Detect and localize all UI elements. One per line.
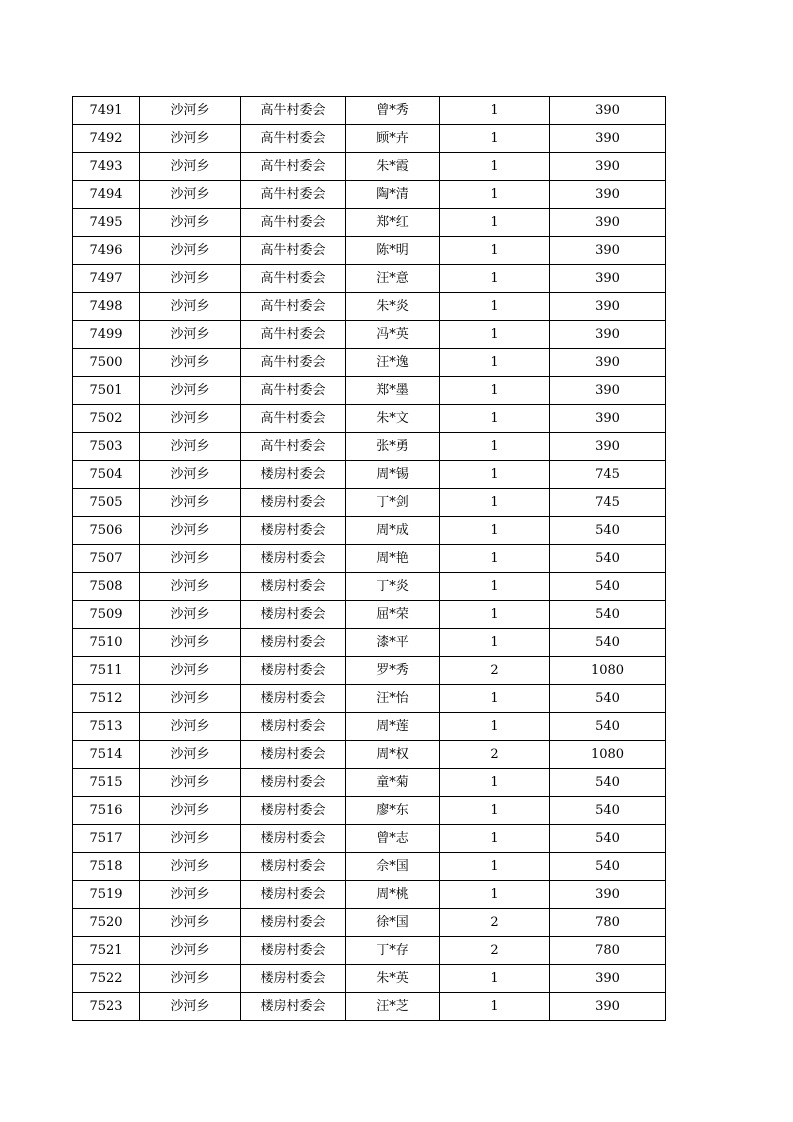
household-size-cell: 1 (440, 377, 550, 405)
household-size-cell: 1 (440, 181, 550, 209)
table-row (73, 125, 666, 153)
serial-number-cell: 7500 (73, 349, 140, 377)
township-cell: 沙河乡 (140, 713, 241, 741)
name-cell: 汪*意 (346, 265, 440, 293)
name-cell: 陶*清 (346, 181, 440, 209)
village-committee-cell: 楼房村委会 (241, 713, 346, 741)
name-cell: 张*勇 (346, 433, 440, 461)
serial-number-cell: 7501 (73, 377, 140, 405)
table-row (73, 321, 666, 349)
household-size-cell: 1 (440, 629, 550, 657)
serial-number-cell: 7522 (73, 965, 140, 993)
serial-number-cell: 7518 (73, 853, 140, 881)
household-size-cell: 1 (440, 209, 550, 237)
amount-cell: 390 (550, 321, 666, 349)
household-size-cell: 1 (440, 405, 550, 433)
name-cell: 朱*霞 (346, 153, 440, 181)
household-size-cell: 1 (440, 769, 550, 797)
table-row (73, 153, 666, 181)
amount-cell: 540 (550, 685, 666, 713)
amount-cell: 540 (550, 713, 666, 741)
name-cell: 周*成 (346, 517, 440, 545)
serial-number-cell: 7504 (73, 461, 140, 489)
table-row (73, 825, 666, 853)
village-committee-cell: 高牛村委会 (241, 377, 346, 405)
amount-cell: 1080 (550, 741, 666, 769)
name-cell: 周*权 (346, 741, 440, 769)
village-committee-cell: 楼房村委会 (241, 461, 346, 489)
table-row (73, 797, 666, 825)
serial-number-cell: 7499 (73, 321, 140, 349)
amount-cell: 390 (550, 237, 666, 265)
village-committee-cell: 高牛村委会 (241, 181, 346, 209)
amount-cell: 745 (550, 489, 666, 517)
village-committee-cell: 高牛村委会 (241, 265, 346, 293)
township-cell: 沙河乡 (140, 97, 241, 125)
amount-cell: 780 (550, 909, 666, 937)
village-committee-cell: 高牛村委会 (241, 125, 346, 153)
table-row (73, 517, 666, 545)
serial-number-cell: 7511 (73, 657, 140, 685)
township-cell: 沙河乡 (140, 125, 241, 153)
village-committee-cell: 楼房村委会 (241, 517, 346, 545)
village-committee-cell: 高牛村委会 (241, 293, 346, 321)
name-cell: 丁*存 (346, 937, 440, 965)
village-committee-cell: 楼房村委会 (241, 685, 346, 713)
household-size-cell: 2 (440, 657, 550, 685)
township-cell: 沙河乡 (140, 433, 241, 461)
household-size-cell: 1 (440, 965, 550, 993)
household-size-cell: 1 (440, 97, 550, 125)
table-row (73, 489, 666, 517)
village-committee-cell: 楼房村委会 (241, 629, 346, 657)
household-size-cell: 1 (440, 993, 550, 1021)
serial-number-cell: 7495 (73, 209, 140, 237)
village-committee-cell: 楼房村委会 (241, 853, 346, 881)
village-committee-cell: 高牛村委会 (241, 153, 346, 181)
table-row (73, 377, 666, 405)
amount-cell: 390 (550, 349, 666, 377)
serial-number-cell: 7498 (73, 293, 140, 321)
household-size-cell: 1 (440, 797, 550, 825)
table-row (73, 685, 666, 713)
serial-number-cell: 7509 (73, 601, 140, 629)
amount-cell: 390 (550, 293, 666, 321)
serial-number-cell: 7520 (73, 909, 140, 937)
amount-cell: 390 (550, 181, 666, 209)
amount-cell: 540 (550, 853, 666, 881)
household-size-cell: 1 (440, 685, 550, 713)
name-cell: 朱*英 (346, 965, 440, 993)
household-size-cell: 1 (440, 293, 550, 321)
serial-number-cell: 7506 (73, 517, 140, 545)
household-size-cell: 2 (440, 741, 550, 769)
township-cell: 沙河乡 (140, 237, 241, 265)
name-cell: 冯*英 (346, 321, 440, 349)
table-row (73, 461, 666, 489)
name-cell: 曾*秀 (346, 97, 440, 125)
village-committee-cell: 楼房村委会 (241, 657, 346, 685)
amount-cell: 540 (550, 545, 666, 573)
name-cell: 廖*东 (346, 797, 440, 825)
serial-number-cell: 7492 (73, 125, 140, 153)
household-size-cell: 1 (440, 517, 550, 545)
household-size-cell: 1 (440, 265, 550, 293)
amount-cell: 780 (550, 937, 666, 965)
household-size-cell: 1 (440, 881, 550, 909)
name-cell: 周*桃 (346, 881, 440, 909)
household-size-cell: 1 (440, 125, 550, 153)
household-size-cell: 1 (440, 573, 550, 601)
village-committee-cell: 楼房村委会 (241, 825, 346, 853)
serial-number-cell: 7516 (73, 797, 140, 825)
household-size-cell: 1 (440, 853, 550, 881)
table-row (73, 433, 666, 461)
village-committee-cell: 楼房村委会 (241, 601, 346, 629)
amount-cell: 540 (550, 769, 666, 797)
village-committee-cell: 楼房村委会 (241, 797, 346, 825)
township-cell: 沙河乡 (140, 293, 241, 321)
table-row (73, 937, 666, 965)
household-size-cell: 1 (440, 825, 550, 853)
village-committee-cell: 高牛村委会 (241, 97, 346, 125)
township-cell: 沙河乡 (140, 741, 241, 769)
township-cell: 沙河乡 (140, 797, 241, 825)
village-committee-cell: 楼房村委会 (241, 769, 346, 797)
household-size-cell: 1 (440, 321, 550, 349)
name-cell: 郑*墨 (346, 377, 440, 405)
name-cell: 郑*红 (346, 209, 440, 237)
name-cell: 汪*逸 (346, 349, 440, 377)
serial-number-cell: 7503 (73, 433, 140, 461)
village-committee-cell: 高牛村委会 (241, 349, 346, 377)
amount-cell: 390 (550, 881, 666, 909)
name-cell: 周*莲 (346, 713, 440, 741)
household-size-cell: 1 (440, 545, 550, 573)
serial-number-cell: 7515 (73, 769, 140, 797)
village-committee-cell: 楼房村委会 (241, 993, 346, 1021)
township-cell: 沙河乡 (140, 965, 241, 993)
name-cell: 朱*文 (346, 405, 440, 433)
serial-number-cell: 7497 (73, 265, 140, 293)
table-row (73, 853, 666, 881)
village-committee-cell: 高牛村委会 (241, 209, 346, 237)
township-cell: 沙河乡 (140, 657, 241, 685)
serial-number-cell: 7523 (73, 993, 140, 1021)
amount-cell: 390 (550, 377, 666, 405)
serial-number-cell: 7507 (73, 545, 140, 573)
serial-number-cell: 7513 (73, 713, 140, 741)
township-cell: 沙河乡 (140, 909, 241, 937)
serial-number-cell: 7510 (73, 629, 140, 657)
table-row (73, 265, 666, 293)
township-cell: 沙河乡 (140, 517, 241, 545)
table-row (73, 601, 666, 629)
village-committee-cell: 高牛村委会 (241, 237, 346, 265)
village-committee-cell: 楼房村委会 (241, 965, 346, 993)
household-size-cell: 1 (440, 461, 550, 489)
township-cell: 沙河乡 (140, 489, 241, 517)
township-cell: 沙河乡 (140, 937, 241, 965)
table-row (73, 993, 666, 1021)
township-cell: 沙河乡 (140, 545, 241, 573)
roster-table (72, 96, 666, 1021)
township-cell: 沙河乡 (140, 321, 241, 349)
table-row (73, 209, 666, 237)
table-row (73, 909, 666, 937)
township-cell: 沙河乡 (140, 825, 241, 853)
serial-number-cell: 7502 (73, 405, 140, 433)
amount-cell: 390 (550, 433, 666, 461)
name-cell: 陈*明 (346, 237, 440, 265)
table-row (73, 293, 666, 321)
table-row (73, 713, 666, 741)
township-cell: 沙河乡 (140, 769, 241, 797)
serial-number-cell: 7514 (73, 741, 140, 769)
name-cell: 屈*荣 (346, 601, 440, 629)
township-cell: 沙河乡 (140, 993, 241, 1021)
household-size-cell: 2 (440, 909, 550, 937)
amount-cell: 390 (550, 265, 666, 293)
household-size-cell: 1 (440, 713, 550, 741)
amount-cell: 540 (550, 825, 666, 853)
name-cell: 顾*卉 (346, 125, 440, 153)
amount-cell: 745 (550, 461, 666, 489)
township-cell: 沙河乡 (140, 685, 241, 713)
table-row (73, 237, 666, 265)
household-size-cell: 1 (440, 489, 550, 517)
name-cell: 罗*秀 (346, 657, 440, 685)
village-committee-cell: 楼房村委会 (241, 545, 346, 573)
township-cell: 沙河乡 (140, 629, 241, 657)
amount-cell: 390 (550, 209, 666, 237)
household-size-cell: 1 (440, 349, 550, 377)
village-committee-cell: 高牛村委会 (241, 433, 346, 461)
roster-body (73, 97, 666, 1021)
table-row (73, 769, 666, 797)
township-cell: 沙河乡 (140, 349, 241, 377)
township-cell: 沙河乡 (140, 573, 241, 601)
household-size-cell: 1 (440, 153, 550, 181)
village-committee-cell: 楼房村委会 (241, 881, 346, 909)
serial-number-cell: 7496 (73, 237, 140, 265)
name-cell: 童*菊 (346, 769, 440, 797)
village-committee-cell: 楼房村委会 (241, 937, 346, 965)
amount-cell: 390 (550, 125, 666, 153)
township-cell: 沙河乡 (140, 601, 241, 629)
village-committee-cell: 高牛村委会 (241, 321, 346, 349)
name-cell: 丁*炎 (346, 573, 440, 601)
serial-number-cell: 7491 (73, 97, 140, 125)
name-cell: 朱*炎 (346, 293, 440, 321)
serial-number-cell: 7512 (73, 685, 140, 713)
township-cell: 沙河乡 (140, 265, 241, 293)
amount-cell: 390 (550, 97, 666, 125)
table-row (73, 405, 666, 433)
household-size-cell: 1 (440, 237, 550, 265)
household-size-cell: 1 (440, 601, 550, 629)
amount-cell: 390 (550, 965, 666, 993)
amount-cell: 540 (550, 797, 666, 825)
table-row (73, 965, 666, 993)
township-cell: 沙河乡 (140, 209, 241, 237)
serial-number-cell: 7508 (73, 573, 140, 601)
table-row (73, 573, 666, 601)
serial-number-cell: 7517 (73, 825, 140, 853)
name-cell: 周*锡 (346, 461, 440, 489)
table-row (73, 545, 666, 573)
table-row (73, 181, 666, 209)
name-cell: 周*艳 (346, 545, 440, 573)
household-size-cell: 1 (440, 433, 550, 461)
table-row (73, 629, 666, 657)
amount-cell: 540 (550, 517, 666, 545)
name-cell: 汪*怡 (346, 685, 440, 713)
township-cell: 沙河乡 (140, 377, 241, 405)
township-cell: 沙河乡 (140, 461, 241, 489)
table-row (73, 349, 666, 377)
village-committee-cell: 楼房村委会 (241, 489, 346, 517)
name-cell: 丁*剑 (346, 489, 440, 517)
table-row (73, 657, 666, 685)
village-committee-cell: 高牛村委会 (241, 405, 346, 433)
village-committee-cell: 楼房村委会 (241, 573, 346, 601)
amount-cell: 1080 (550, 657, 666, 685)
amount-cell: 390 (550, 153, 666, 181)
township-cell: 沙河乡 (140, 181, 241, 209)
township-cell: 沙河乡 (140, 153, 241, 181)
serial-number-cell: 7493 (73, 153, 140, 181)
serial-number-cell: 7505 (73, 489, 140, 517)
name-cell: 佘*国 (346, 853, 440, 881)
household-size-cell: 2 (440, 937, 550, 965)
village-committee-cell: 楼房村委会 (241, 909, 346, 937)
amount-cell: 540 (550, 601, 666, 629)
township-cell: 沙河乡 (140, 881, 241, 909)
amount-cell: 390 (550, 993, 666, 1021)
name-cell: 徐*国 (346, 909, 440, 937)
amount-cell: 540 (550, 573, 666, 601)
township-cell: 沙河乡 (140, 853, 241, 881)
name-cell: 汪*芝 (346, 993, 440, 1021)
name-cell: 漆*平 (346, 629, 440, 657)
village-committee-cell: 楼房村委会 (241, 741, 346, 769)
amount-cell: 540 (550, 629, 666, 657)
amount-cell: 390 (550, 405, 666, 433)
table-row (73, 881, 666, 909)
serial-number-cell: 7494 (73, 181, 140, 209)
serial-number-cell: 7521 (73, 937, 140, 965)
table-row (73, 741, 666, 769)
serial-number-cell: 7519 (73, 881, 140, 909)
township-cell: 沙河乡 (140, 405, 241, 433)
table-row (73, 97, 666, 125)
name-cell: 曾*志 (346, 825, 440, 853)
